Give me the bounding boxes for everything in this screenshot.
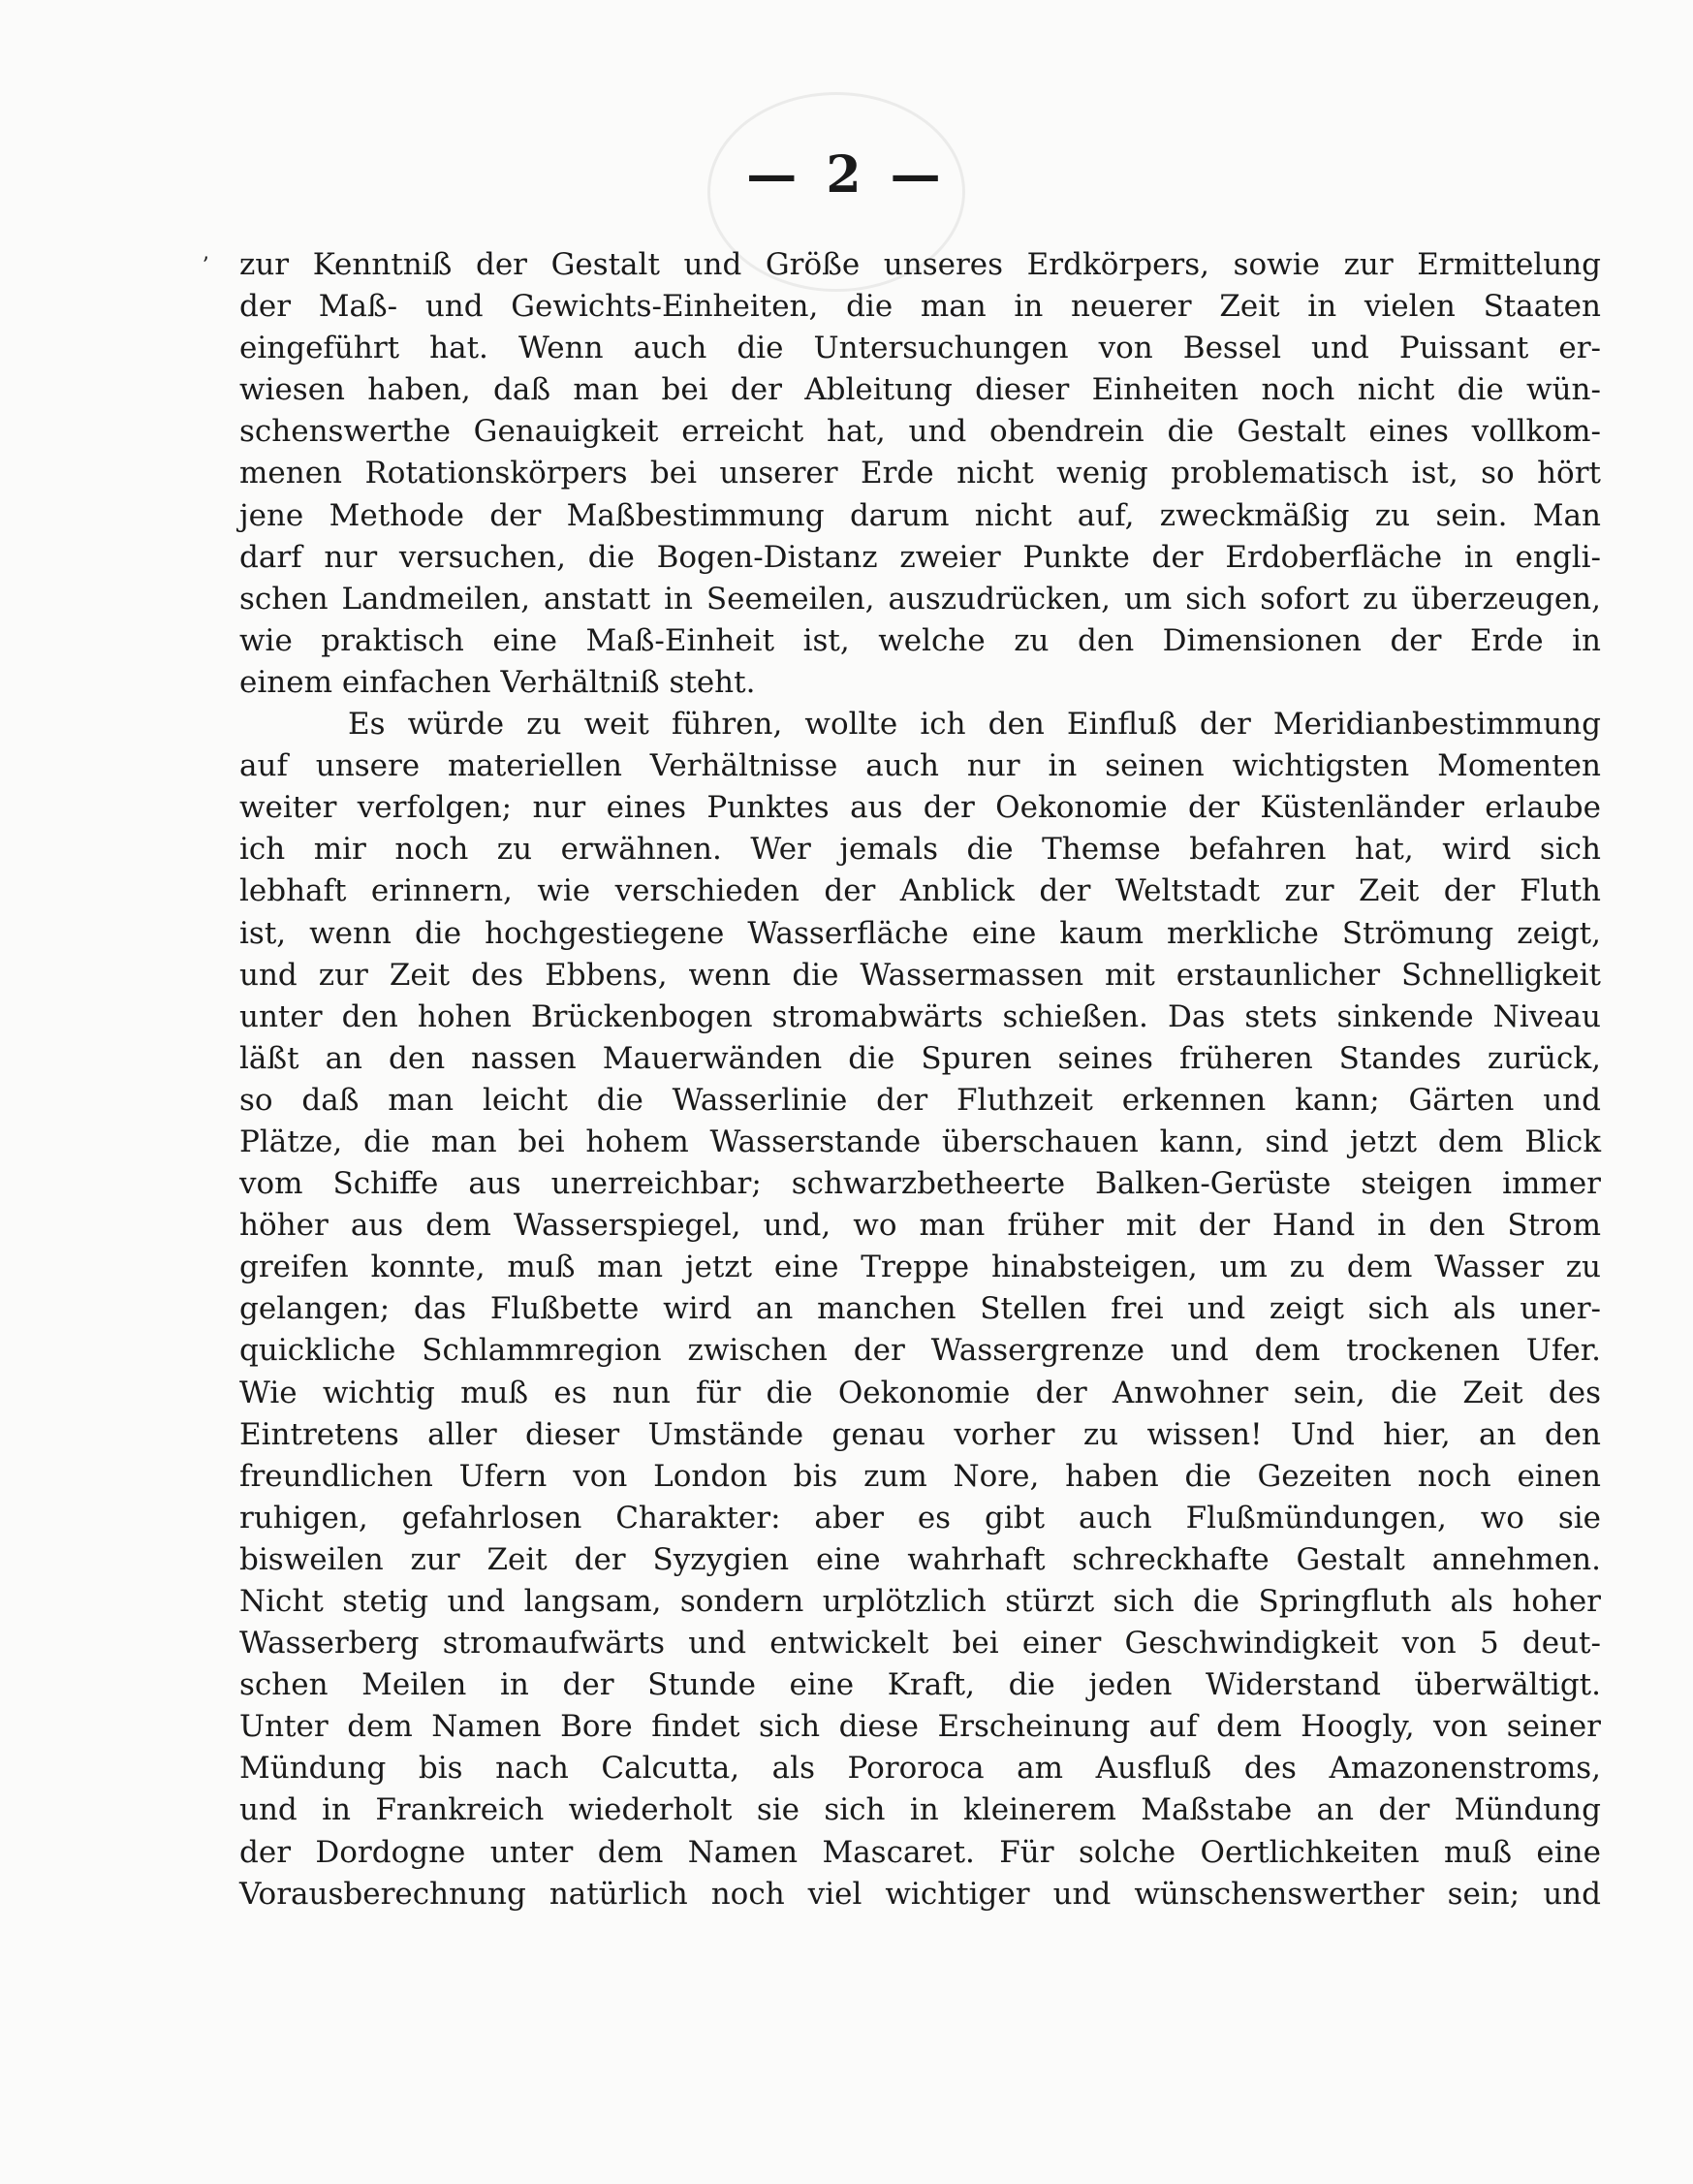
text-line: und zur Zeit des Ebbens, wenn die Wassermassen mit erstaunlicher Schnelligkeit (239, 957, 1601, 993)
text-line: Unter dem Namen Bore findet sich diese Erscheinung auf dem Hoogly, von seiner (239, 1709, 1601, 1745)
text-line: wiesen haben, daß man bei der Ableitung dieser Einheiten noch nicht die wün- (239, 372, 1601, 408)
text-line: ich mir noch zu erwähnen. Wer jemals die Themse befahren hat, wird sich (239, 832, 1601, 868)
text-line: ist, wenn die hochgestiegene Wasserfläche eine kaum merkliche Strömung zeigt, (239, 915, 1601, 951)
text-line: darf nur versuchen, die Bogen-Distanz zweier Punkte der Erdoberfläche in engli- (239, 539, 1601, 575)
text-line: weiter verfolgen; nur eines Punktes aus der Oekonomie der Küstenländer erlaube (239, 790, 1601, 826)
text-line: Es würde zu weit führen, wollte ich den Einfluß der Meridianbestimmung (348, 707, 1601, 743)
text-line: Nicht stetig und langsam, sondern urplötzlich stürzt sich die Springfluth als hoher (239, 1584, 1601, 1619)
text-line: schenswerthe Genauigkeit erreicht hat, und obendrein die Gestalt eines vollkom- (239, 414, 1601, 450)
text-line: schen Meilen in der Stunde eine Kraft, die jeden Widerstand überwältigt. (239, 1667, 1601, 1703)
text-line: lebhaft erinnern, wie verschieden der Anblick der Weltstadt zur Zeit der Fluth (239, 873, 1601, 909)
text-line: zur Kenntniß der Gestalt und Größe unseres Erdkörpers, sowie zur Ermittelung (239, 247, 1601, 282)
text-line: Eintretens aller dieser Umstände genau vorher zu wissen! Und hier, an den (239, 1416, 1601, 1452)
text-line: quickliche Schlammregion zwischen der Wassergrenze und dem trockenen Ufer. (239, 1333, 1601, 1369)
text-line: der Dordogne unter dem Namen Mascaret. Für solche Oertlichkeiten muß eine (239, 1834, 1601, 1870)
text-line: bisweilen zur Zeit der Syzygien eine wahrhaft schreckhafte Gestalt annehmen. (239, 1541, 1601, 1577)
text-line: Wasserberg stromaufwärts und entwickelt bei einer Geschwindigkeit von 5 deut- (239, 1626, 1601, 1662)
text-line: wie praktisch eine Maß-Einheit ist, welche zu den Dimensionen der Erde in (239, 622, 1601, 658)
body-text (239, 244, 1601, 1915)
text-line: höher aus dem Wasserspiegel, und, wo man früher mit der Hand in den Strom (239, 1208, 1601, 1244)
page-number-header: — 2 — (746, 145, 947, 205)
text-line: eingeführt hat. Wenn auch die Untersuchungen von Bessel und Puissant er- (239, 331, 1601, 366)
text-line: Mündung bis nach Calcutta, als Pororoca am Ausfluß des Amazonenstroms, (239, 1751, 1601, 1787)
text-line: freundlichen Ufern von London bis zum Nore, haben die Gezeiten noch einen (239, 1458, 1601, 1494)
text-line: und in Frankreich wiederholt sie sich in kleinerem Maßstabe an der Mündung (239, 1792, 1601, 1828)
text-line: einem einfachen Verhältniß steht. (239, 664, 756, 700)
text-line: greifen konnte, muß man jetzt eine Treppe hinabsteigen, um zu dem Wasser zu (239, 1250, 1601, 1285)
text-line: Vorausberechnung natürlich noch viel wichtiger und wünschenswerther sein; und (239, 1876, 1601, 1912)
text-line: Plätze, die man bei hohem Wasserstande überschauen kann, sind jetzt dem Blick (239, 1124, 1601, 1159)
text-line: ruhigen, gefahrlosen Charakter: aber es gibt auch Flußmündungen, wo sie (239, 1500, 1601, 1535)
text-line: gelangen; das Flußbette wird an manchen Stellen frei und zeigt sich als uner- (239, 1291, 1601, 1327)
text-line: jene Methode der Maßbestimmung darum nicht auf, zweckmäßig zu sein. Man (239, 497, 1601, 533)
text-line: schen Landmeilen, anstatt in Seemeilen, auszudrücken, um sich sofort zu überzeugen, (239, 581, 1601, 617)
text-line: unter den hohen Brückenbogen stromabwärts schießen. Das stets sinkende Niveau (239, 998, 1601, 1034)
text-line: so daß man leicht die Wasserlinie der Fluthzeit erkennen kann; Gärten und (239, 1082, 1601, 1118)
text-line: Wie wichtig muß es nun für die Oekonomie der Anwohner sein, die Zeit des (239, 1375, 1601, 1410)
text-line: menen Rotationskörpers bei unserer Erde nicht wenig problematisch ist, so hört (239, 456, 1601, 491)
text-line: auf unsere materiellen Verhältnisse auch nur in seinen wichtigsten Momenten (239, 748, 1601, 784)
text-line: der Maß- und Gewichts-Einheiten, die man in neuerer Zeit in vielen Staaten (239, 289, 1601, 325)
text-line: läßt an den nassen Mauerwänden die Spuren seines früheren Standes zurück, (239, 1040, 1601, 1076)
text-line: vom Schiffe aus unerreichbar; schwarzbetheerte Balken-Gerüste steigen immer (239, 1166, 1601, 1202)
margin-mark: ʼ (202, 254, 208, 278)
